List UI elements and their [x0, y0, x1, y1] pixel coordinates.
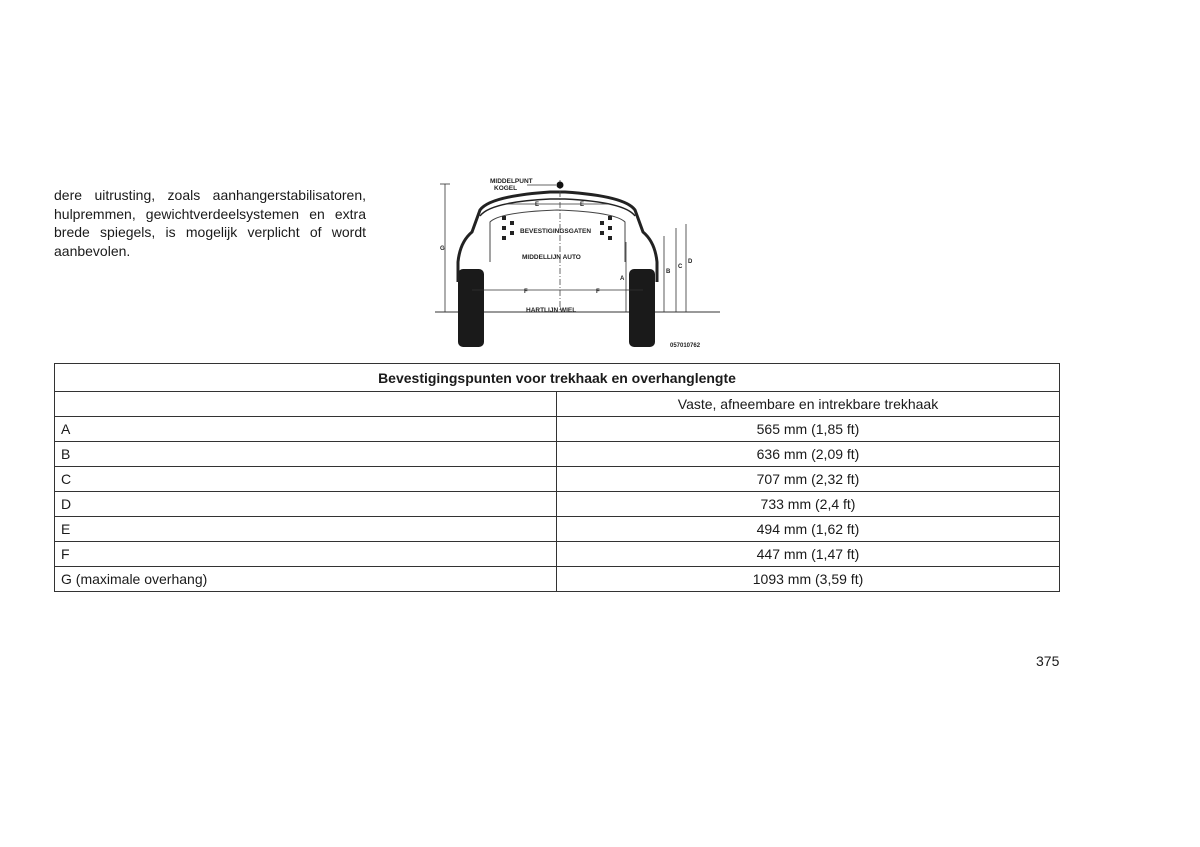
table-header-row [55, 392, 1060, 417]
row-label: A [55, 417, 557, 442]
dim-e-left: E [535, 202, 540, 208]
table-row [55, 467, 1060, 492]
table-header-blank [55, 392, 557, 417]
left-tire [458, 269, 484, 347]
row-label: D [55, 492, 557, 517]
table-row [55, 492, 1060, 517]
table-row [55, 417, 1060, 442]
table-column-header: Vaste, afneembare en intrekbare trekhaak [557, 392, 1060, 417]
row-value: 565 mm (1,85 ft) [557, 417, 1060, 442]
table-title: Bevestigingspunten voor trekhaak en overhanglengte [55, 364, 1060, 392]
hitch-ball-point [557, 182, 564, 189]
table-row [55, 517, 1060, 542]
table-row [55, 567, 1060, 592]
dim-g: G [440, 246, 445, 252]
table-title-row [55, 364, 1060, 392]
row-value: 1093 mm (3,59 ft) [557, 567, 1060, 592]
table-row [55, 542, 1060, 567]
vehicle-centerline-label: MIDDELLIJN AUTO [522, 254, 581, 261]
hitch-diagram [430, 172, 730, 352]
row-value: 707 mm (2,32 ft) [557, 467, 1060, 492]
row-value: 636 mm (2,09 ft) [557, 442, 1060, 467]
center-ball-label-2: KOGEL [494, 185, 518, 192]
row-label: B [55, 442, 557, 467]
wheel-centerline-label: HARTLIJN WIEL [526, 307, 577, 314]
row-value: 494 mm (1,62 ft) [557, 517, 1060, 542]
dim-f-right: F [596, 289, 600, 295]
dim-b: B [666, 269, 671, 275]
dim-a: A [620, 276, 625, 282]
mounting-holes-label: BEVESTIGINGSGATEN [520, 228, 592, 235]
row-label: C [55, 467, 557, 492]
page-number: 375 [1036, 653, 1060, 669]
vehicle-body [458, 192, 657, 282]
center-ball-label-1: MIDDELPUNT [490, 178, 533, 185]
dim-d: D [688, 259, 693, 265]
right-tire [629, 269, 655, 347]
figure-code: 057010762 [670, 343, 701, 349]
dim-f-left: F [524, 289, 528, 295]
vehicle-inner-outline [480, 199, 635, 216]
row-label: G (maximale overhang) [55, 567, 557, 592]
intro-paragraph: dere uitrusting, zoals aanhangerstabilisatoren, hulpremmen, gewichtverdeelsystemen en extra brede spiegels, is mogelijk verplicht of wordt aanbevolen. [54, 187, 366, 259]
row-value: 733 mm (2,4 ft) [557, 492, 1060, 517]
row-label: E [55, 517, 557, 542]
row-value: 447 mm (1,47 ft) [557, 542, 1060, 567]
hitch-diagram-svg [430, 172, 730, 352]
row-label: F [55, 542, 557, 567]
table-row [55, 442, 1060, 467]
dim-c: C [678, 264, 683, 270]
mounting-holes-right [600, 216, 612, 240]
dim-e-right: E [580, 202, 585, 208]
mounting-holes-left [502, 216, 514, 240]
hitch-spec-table [54, 363, 1060, 592]
